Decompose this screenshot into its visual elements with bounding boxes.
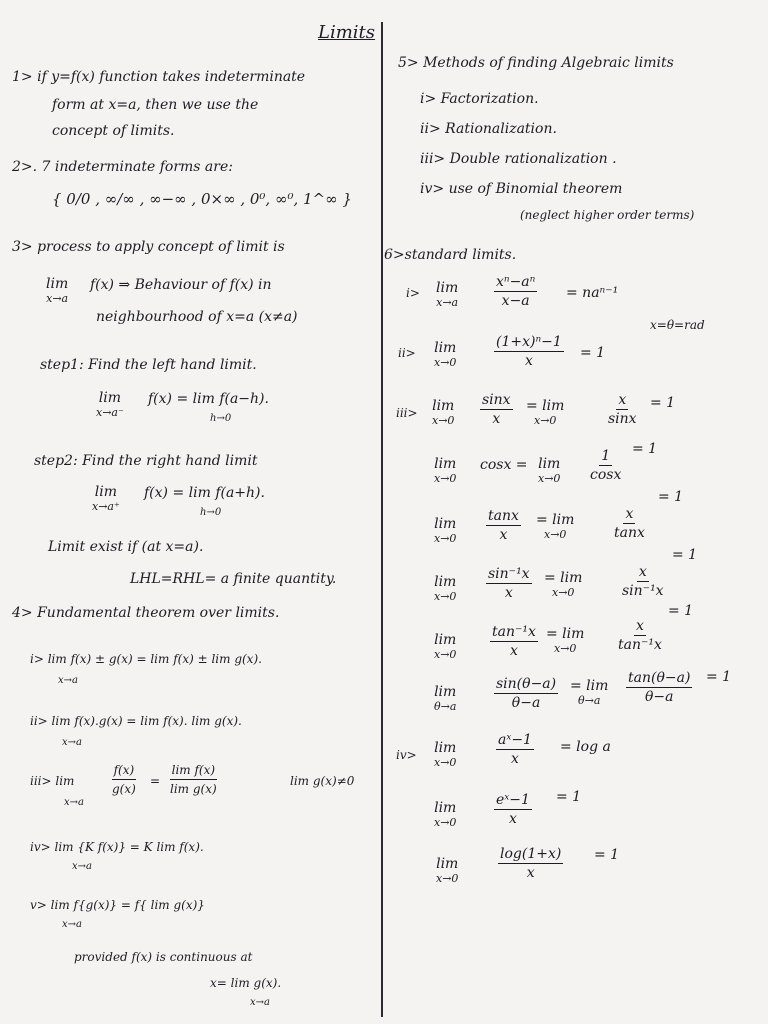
lim-sub: x→0: [552, 586, 575, 599]
lim-sub: x→0: [434, 590, 457, 603]
frac-num: f(x): [112, 762, 137, 780]
frac-den: g(x): [112, 782, 136, 796]
frac-den: lim g(x): [170, 782, 217, 796]
s6-heading: 6>standard limits.: [384, 247, 517, 263]
lim-sub: θ→a: [578, 694, 601, 707]
std-asin-lim2: [544, 570, 582, 599]
std-e-lim: [434, 800, 456, 829]
frac-den: θ−a: [511, 695, 541, 711]
lim-text: lim: [432, 398, 455, 414]
std-th-frac: [494, 676, 558, 711]
lim-text: lim: [538, 456, 561, 472]
lim-text: lim: [436, 280, 459, 296]
lim-text: = lim: [570, 678, 609, 694]
lim-sub: x→a⁺: [92, 500, 120, 513]
lim-text: lim: [434, 516, 457, 532]
lim-text: lim: [434, 456, 457, 472]
page-title: Limits: [318, 22, 376, 43]
thm-i: i> lim f(x) ± g(x) = lim f(x) ± lim g(x).: [30, 652, 262, 666]
std-cos-lim: [434, 456, 456, 485]
frac-den: x: [524, 353, 533, 369]
thm-iii-frac: [110, 762, 138, 797]
frac-num: x: [618, 392, 627, 408]
std-i-frac: [494, 274, 537, 309]
lim-sub: x→0: [554, 642, 577, 655]
std-cos-lim2: [538, 456, 560, 485]
std-ii-rhs: = 1: [580, 345, 606, 361]
thm-iv: iv> lim {K f(x)} = K lim f(x).: [30, 840, 204, 854]
std-log-frac: [498, 846, 563, 881]
std-atan-eq: = 1: [668, 603, 694, 619]
lim-text: lim: [434, 800, 457, 816]
lim-sub: x→a⁻: [96, 406, 124, 419]
lim-sub: x→0: [434, 756, 457, 769]
std-log-lim: [436, 856, 458, 885]
lim-sub: x→0: [436, 872, 459, 885]
provided-text: provided f(x) is continuous at: [74, 950, 253, 964]
std-iii-label: iii>: [396, 406, 418, 420]
step2-text: step2: Find the right hand limit: [34, 453, 258, 469]
step2-expr: f(x) = lim f(a+h).: [144, 485, 265, 501]
lim-text: lim: [434, 340, 457, 356]
std-cos-eq: = 1: [632, 441, 658, 457]
std-th-lim2: [570, 678, 608, 707]
lim-sub: x→0: [434, 356, 457, 369]
lim-text: = lim: [546, 626, 585, 642]
std-i-rhs: = naⁿ⁻¹: [566, 285, 619, 301]
s3-heading: 3> process to apply concept of limit is: [12, 239, 285, 255]
std-asin-frac: [486, 566, 532, 601]
std-iv-rhs: = log a: [560, 739, 611, 755]
lim-text: lim: [98, 390, 122, 406]
s1-line3: concept of limits.: [52, 123, 175, 139]
std-i-lim: [436, 280, 458, 309]
frac-num: sinx: [482, 392, 511, 408]
s5-item-5: (neglect higher order terms): [520, 208, 695, 222]
frac-num: xⁿ−aⁿ: [496, 274, 536, 290]
frac-num: tanx: [488, 508, 519, 524]
provided-cond: x= lim g(x).: [210, 976, 282, 990]
std-sin-frac: [480, 392, 513, 427]
lim-text: lim: [434, 740, 457, 756]
std-tan-frac: [486, 508, 521, 543]
std-sin-frac2: [606, 392, 639, 427]
s5-item-4: iv> use of Binomial theorem: [420, 181, 623, 197]
frac-den: sinx: [608, 411, 637, 427]
frac-den: x: [504, 585, 513, 601]
std-atan-frac: [490, 624, 538, 659]
lim-sub: x→0: [434, 816, 457, 829]
lim-text: = lim: [526, 398, 565, 414]
std-i-label: i>: [406, 286, 420, 300]
std-th-lim: [434, 684, 456, 713]
s3-lim: [46, 276, 68, 305]
std-sin-eq: = 1: [650, 395, 676, 411]
lim-sub: x→0: [434, 472, 457, 485]
s4-heading: 4> Fundamental theorem over limits.: [12, 605, 280, 621]
std-th-eq: = 1: [706, 669, 732, 685]
lim-sub: x→0: [538, 472, 561, 485]
frac-den: θ−a: [644, 689, 674, 705]
frac-den: sin⁻¹x: [622, 583, 664, 599]
std-asin-eq: = 1: [672, 547, 698, 563]
frac-num: log(1+x): [500, 846, 562, 862]
thm-iii-eq: =: [150, 774, 161, 788]
s5-item-2: ii> Rationalization.: [420, 121, 557, 137]
frac-den: x: [492, 411, 501, 427]
std-log-rhs: = 1: [594, 847, 620, 863]
s3-line2a: f(x) ⇒ Behaviour of f(x) in: [90, 277, 272, 293]
frac-num: x: [638, 564, 647, 580]
s5-item-3: iii> Double rationalization .: [420, 151, 617, 167]
lim-sub: x→0: [434, 532, 457, 545]
frac-num: eˣ−1: [496, 792, 530, 808]
s1-line1: 1> if y=f(x) function takes indeterminate: [12, 69, 306, 85]
std-iv-label: iv>: [396, 748, 417, 762]
step1-sub2: h→0: [210, 413, 232, 424]
std-tan-frac2: [612, 506, 647, 541]
lim-text: lim: [434, 574, 457, 590]
lim-sub: x→0: [432, 414, 455, 427]
frac-num: lim f(x): [170, 762, 217, 780]
provided-sub: x→a: [250, 997, 270, 1008]
std-asin-lim: [434, 574, 456, 603]
thm-iii-label: iii> lim: [30, 774, 75, 788]
thm-iii-cond: lim g(x)≠0: [290, 774, 355, 788]
frac-num: sin(θ−a): [496, 676, 557, 692]
std-tan-lim2: [536, 512, 574, 541]
frac-den: x: [509, 811, 517, 827]
column-divider: [381, 22, 383, 1017]
std-atan-frac2: [616, 618, 664, 653]
frac-num: 1: [601, 448, 611, 464]
thm-v-sub: x→a: [62, 919, 82, 930]
s1-line2: form at x=a, then we use the: [52, 97, 259, 113]
thm-iii-rfrac: [168, 762, 219, 797]
lim-text: lim: [46, 276, 69, 292]
std-tan-lim: [434, 516, 456, 545]
lim-sub: x→a: [436, 296, 459, 309]
std-th-frac2: [626, 670, 692, 705]
s5-item-1: i> Factorization.: [420, 91, 539, 107]
frac-den: cosx: [590, 467, 622, 483]
thm-v: v> lim f{g(x)} = f{ lim g(x)}: [30, 898, 205, 912]
limit-exists: Limit exist if (at x=a).: [48, 539, 204, 555]
std-e-rhs: = 1: [556, 789, 582, 805]
lim-text: = lim: [536, 512, 575, 528]
s5-heading: 5> Methods of finding Algebraic limits: [398, 55, 674, 71]
std-ii-lim: [434, 340, 456, 369]
s3-line2b: neighbourhood of x=a (x≠a): [96, 309, 298, 325]
step2-lim: [92, 484, 120, 513]
step1-text: step1: Find the left hand limit.: [40, 357, 257, 373]
frac-den: tan⁻¹x: [618, 637, 662, 653]
thm-ii: ii> lim f(x).g(x) = lim f(x). lim g(x).: [30, 714, 242, 728]
lim-sub: x→0: [534, 414, 557, 427]
thm-i-sub: x→a: [58, 675, 78, 686]
frac-den: x: [526, 865, 535, 881]
std-cos-lhs: cosx =: [480, 457, 528, 473]
lim-text: lim: [434, 632, 457, 648]
lim-text: lim: [434, 684, 457, 700]
lim-sub: x→a: [46, 292, 69, 305]
std-iv-frac: [496, 732, 534, 767]
frac-num: tan(θ−a): [628, 670, 691, 686]
frac-den: x: [511, 751, 519, 767]
frac-num: x: [635, 618, 644, 634]
frac-num: sin⁻¹x: [488, 566, 530, 582]
std-cos-frac: [588, 448, 623, 483]
s2-forms: { 0/0 , ∞/∞ , ∞−∞ , 0×∞ , 0⁰, ∞⁰, 1^∞ }: [52, 190, 352, 208]
lhl-rhl: LHL=RHL= a finite quantity.: [130, 571, 337, 587]
thm-iv-sub: x→a: [72, 861, 92, 872]
frac-num: aˣ−1: [498, 732, 532, 748]
s2-heading: 2>. 7 indeterminate forms are:: [12, 159, 233, 175]
std-sin-lim: [432, 398, 454, 427]
std-ii-label: ii>: [398, 346, 416, 360]
frac-num: tan⁻¹x: [492, 624, 536, 640]
frac-den: x: [499, 527, 508, 543]
step2-sub2: h→0: [200, 507, 222, 518]
step1-expr: f(x) = lim f(a−h).: [148, 391, 269, 407]
frac-num: x: [625, 506, 634, 522]
lim-sub: θ→a: [434, 700, 457, 713]
lim-sub: x→0: [544, 528, 567, 541]
std-atan-lim2: [546, 626, 584, 655]
frac-den: x: [509, 643, 518, 659]
std-sin-lim2: [526, 398, 564, 427]
std-asin-frac2: [620, 564, 666, 599]
std-ii-frac: [494, 334, 564, 369]
lim-text: = lim: [544, 570, 583, 586]
step1-lim: [96, 390, 124, 419]
lim-sub: x→0: [434, 648, 457, 661]
std-atan-lim: [434, 632, 456, 661]
lim-text: lim: [436, 856, 459, 872]
std-tan-eq: = 1: [658, 489, 684, 505]
thm-iii-sub: x→a: [64, 797, 84, 808]
frac-den: x−a: [501, 293, 530, 309]
frac-den: tanx: [614, 525, 645, 541]
rad-note: x=θ=rad: [650, 318, 705, 332]
thm-ii-sub: x→a: [62, 737, 82, 748]
std-iv-lim: [434, 740, 456, 769]
std-e-frac: [494, 792, 532, 827]
frac-num: (1+x)ⁿ−1: [496, 334, 562, 350]
lim-text: lim: [94, 484, 118, 500]
